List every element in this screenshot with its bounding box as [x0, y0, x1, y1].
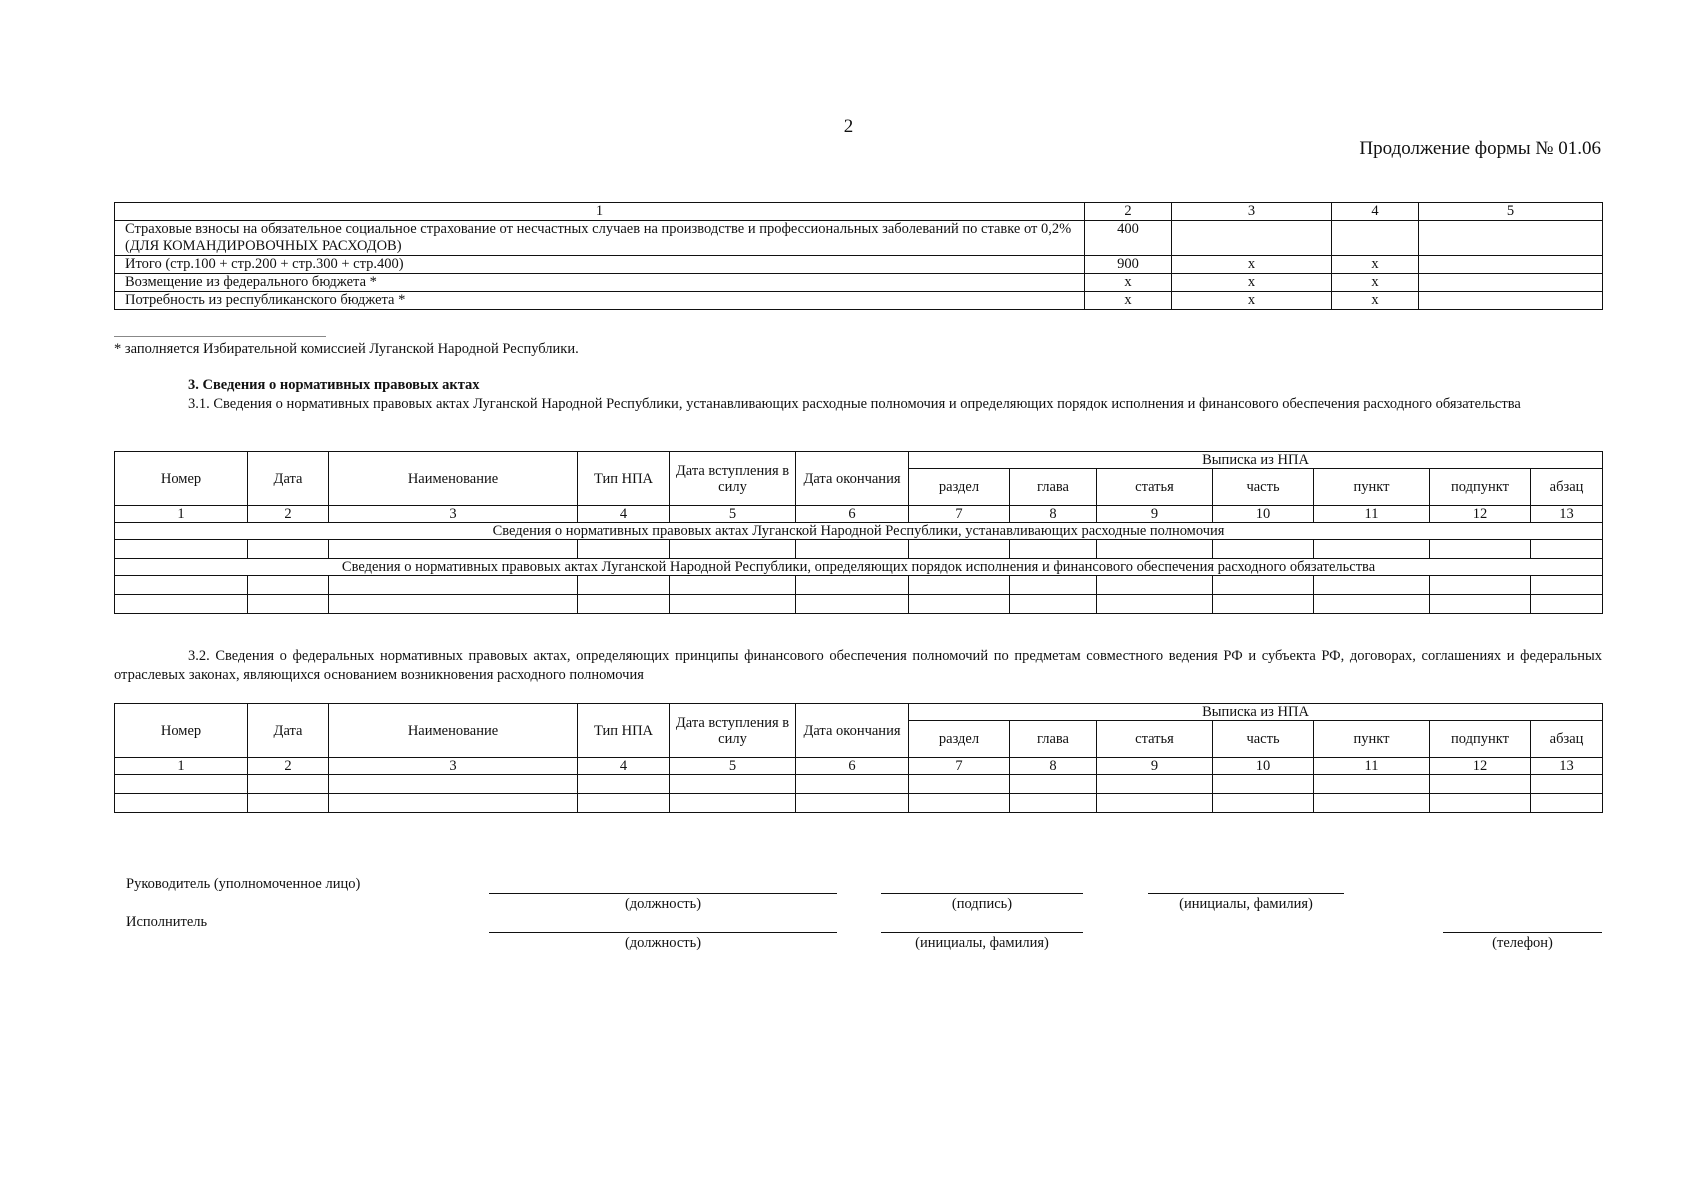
column-number: 9: [1097, 758, 1213, 775]
executor-position-line: [489, 932, 837, 933]
column-number: 7: [909, 758, 1010, 775]
column-header: 3: [1172, 203, 1332, 221]
column-number: 9: [1097, 506, 1213, 523]
npa-table-3-2: [114, 703, 1603, 813]
header-article: статья: [1097, 469, 1213, 506]
table-cell: х: [1085, 274, 1172, 292]
header-name: Наименование: [329, 452, 578, 506]
table-cell: [1419, 274, 1603, 292]
executor-position-caption: (должность): [624, 935, 702, 951]
header-section: раздел: [909, 469, 1010, 506]
table-row: [115, 794, 1603, 813]
form-title: Продолжение формы № 01.06: [1359, 138, 1601, 159]
column-number: 4: [578, 758, 670, 775]
row-label: Возмещение из федерального бюджета *: [115, 274, 1085, 292]
header-date-start: Дата вступления в силу: [670, 452, 796, 506]
header-chapter: глава: [1010, 469, 1097, 506]
column-header: 4: [1332, 203, 1419, 221]
table-header-row: [115, 704, 1603, 721]
header-type: Тип НПА: [578, 704, 670, 758]
column-number: 6: [796, 758, 909, 775]
table-cell: [1332, 221, 1419, 256]
header-part: часть: [1213, 721, 1314, 758]
footnote: * заполняется Избирательной комиссией Луганской Народной Республики.: [114, 341, 579, 357]
column-number: 2: [248, 506, 329, 523]
row-label: Страховые взносы на обязательное социальное страхование от несчастных случаев на производстве и профессиональных заболеваний по ставке от 0,2% (ДЛЯ КОМАНДИРОВОЧНЫХ РАСХОДОВ): [115, 221, 1085, 256]
header-paragraph: абзац: [1531, 721, 1603, 758]
executor-label: Исполнитель: [126, 914, 208, 930]
header-paragraph: абзац: [1531, 469, 1603, 506]
table-cell: 900: [1085, 256, 1172, 274]
column-header: 5: [1419, 203, 1603, 221]
executor-initials-line: [881, 932, 1083, 933]
column-header: 1: [115, 203, 1085, 221]
table-row: [115, 274, 1603, 292]
header-extract: Выписка из НПА: [909, 704, 1603, 721]
header-name: Наименование: [329, 704, 578, 758]
expense-table: [114, 202, 1603, 310]
row-label: Итого (стр.100 + стр.200 + стр.300 + стр.400): [115, 256, 1085, 274]
table-row: [115, 292, 1603, 310]
header-part: часть: [1213, 469, 1314, 506]
column-number: 13: [1531, 758, 1603, 775]
column-number: 5: [670, 506, 796, 523]
header-date-end: Дата окончания: [796, 452, 909, 506]
table-row: [115, 775, 1603, 794]
table-cell: х: [1172, 256, 1332, 274]
header-chapter: глава: [1010, 721, 1097, 758]
column-number: 4: [578, 506, 670, 523]
table-cell: [1172, 221, 1332, 256]
header-date-end: Дата окончания: [796, 704, 909, 758]
column-number: 8: [1010, 758, 1097, 775]
column-number: 2: [248, 758, 329, 775]
column-number: 3: [329, 506, 578, 523]
table-cell: 400: [1085, 221, 1172, 256]
head-position-line: [489, 893, 837, 894]
head-initials-line: [1148, 893, 1344, 894]
table-cell: х: [1172, 274, 1332, 292]
group-row: [115, 559, 1603, 576]
column-number: 3: [329, 758, 578, 775]
table-row: [115, 576, 1603, 595]
header-section: раздел: [909, 721, 1010, 758]
page-number: 2: [843, 116, 854, 137]
column-number: 11: [1314, 506, 1430, 523]
table-cell: х: [1172, 292, 1332, 310]
column-number-row: [115, 758, 1603, 775]
subsection-3-1-text: 3.1. Сведения о нормативных правовых актах Луганской Народной Республики, устанавливающих расходные полномочия и определяющих порядок исполнения и финансового обеспечения расходного обязательства: [188, 396, 1521, 412]
head-signature-line: [881, 893, 1083, 894]
header-number: Номер: [115, 704, 248, 758]
column-number: 10: [1213, 506, 1314, 523]
head-position-caption: (должность): [624, 896, 702, 912]
section-title: 3. Сведения о нормативных правовых актах: [188, 377, 480, 393]
npa-table-3-1: [114, 451, 1603, 614]
header-subpoint: подпункт: [1430, 721, 1531, 758]
table-cell: х: [1085, 292, 1172, 310]
table-cell: [1419, 292, 1603, 310]
column-number: 10: [1213, 758, 1314, 775]
table-row: [115, 256, 1603, 274]
header-number: Номер: [115, 452, 248, 506]
executor-phone-line: [1443, 932, 1602, 933]
header-type: Тип НПА: [578, 452, 670, 506]
group-label: Сведения о нормативных правовых актах Луганской Народной Республики, устанавливающих расходные полномочия: [115, 523, 1603, 540]
column-number: 6: [796, 506, 909, 523]
table-cell: х: [1332, 274, 1419, 292]
table-header-row: [115, 452, 1603, 469]
table-row: [115, 221, 1603, 256]
header-extract: Выписка из НПА: [909, 452, 1603, 469]
subsection-3-2-text: 3.2. Сведения о федеральных нормативных правовых актах, определяющих принципы финансового обеспечения полномочий по предметам совместного ведения РФ и субъекта РФ, договорах, соглашениях и федеральных отраслевых законах, являющихся основанием возникновения расходного полномочия: [114, 648, 1602, 683]
footnote-rule: [114, 336, 326, 337]
table-row: [115, 595, 1603, 614]
header-date: Дата: [248, 452, 329, 506]
header-article: статья: [1097, 721, 1213, 758]
column-number: 13: [1531, 506, 1603, 523]
header-point: пункт: [1314, 469, 1430, 506]
executor-phone-caption: (телефон): [1492, 935, 1553, 951]
column-header: 2: [1085, 203, 1172, 221]
column-number: 1: [115, 758, 248, 775]
head-initials-caption: (инициалы, фамилия): [1179, 896, 1313, 912]
column-number: 1: [115, 506, 248, 523]
group-row: [115, 523, 1603, 540]
column-number: 5: [670, 758, 796, 775]
column-number-row: [115, 506, 1603, 523]
executor-initials-caption: (инициалы, фамилия): [915, 935, 1049, 951]
row-label: Потребность из республиканского бюджета *: [115, 292, 1085, 310]
table-cell: х: [1332, 256, 1419, 274]
column-number: 12: [1430, 506, 1531, 523]
column-number: 8: [1010, 506, 1097, 523]
table-cell: [1419, 256, 1603, 274]
table-cell: [1419, 221, 1603, 256]
column-number: 12: [1430, 758, 1531, 775]
head-label: Руководитель (уполномоченное лицо): [126, 876, 361, 892]
column-number: 11: [1314, 758, 1430, 775]
head-signature-caption: (подпись): [951, 896, 1013, 912]
header-subpoint: подпункт: [1430, 469, 1531, 506]
column-number: 7: [909, 506, 1010, 523]
header-date: Дата: [248, 704, 329, 758]
table-row: [115, 540, 1603, 559]
table-cell: х: [1332, 292, 1419, 310]
header-point: пункт: [1314, 721, 1430, 758]
table-header-row: [115, 203, 1603, 221]
header-date-start: Дата вступления в силу: [670, 704, 796, 758]
group-label: Сведения о нормативных правовых актах Луганской Народной Республики, определяющих порядок исполнения и финансового обеспечения расходного обязательства: [115, 559, 1603, 576]
